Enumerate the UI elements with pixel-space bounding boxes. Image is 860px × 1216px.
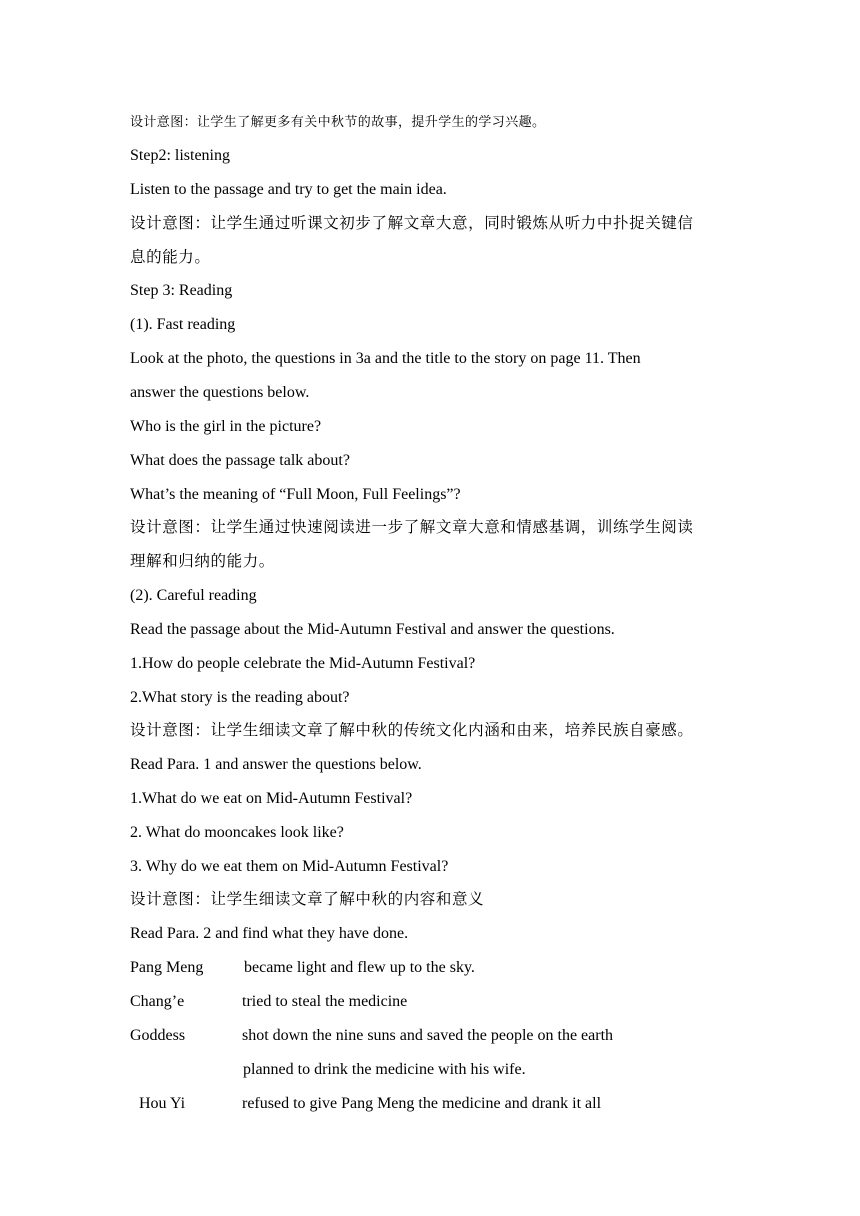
fast-reading-instruction: Look at the photo, the questions in 3a and the title to the story on page 11. Then [130, 350, 641, 367]
fast-reading-instruction-cont: answer the questions below. [130, 384, 310, 401]
matching-action: tried to steal the medicine [242, 993, 408, 1010]
step3-heading: Step 3: Reading [130, 282, 233, 299]
matching-row [130, 1060, 730, 1080]
design-intent-5: 设计意图：让学生细读文章了解中秋的内容和意义 [130, 890, 485, 908]
matching-action: planned to drink the medicine with his wife. [243, 1061, 526, 1078]
careful-question-1: 1.How do people celebrate the Mid-Autumn Festival? [130, 655, 476, 672]
matching-action: became light and flew up to the sky. [244, 959, 475, 976]
para2-instruction: Read Para. 2 and find what they have done. [130, 925, 409, 942]
fast-question-2: What does the passage talk about? [130, 452, 350, 469]
design-intent-3: 设计意图：让学生通过快速阅读进一步了解文章大意和情感基调，训练学生阅读 [130, 518, 694, 536]
matching-action: shot down the nine suns and saved the people on the earth [242, 1027, 614, 1044]
matching-row [130, 992, 730, 1012]
fast-reading-heading: (1). Fast reading [130, 316, 236, 333]
para1-question-1: 1.What do we eat on Mid-Autumn Festival? [130, 790, 413, 807]
design-intent-3-cont: 理解和归纳的能力。 [130, 552, 275, 570]
matching-name: Pang Meng [130, 959, 204, 976]
listening-instruction: Listen to the passage and try to get the main idea. [130, 181, 447, 198]
matching-name: Hou Yi [139, 1095, 186, 1112]
matching-row [130, 958, 730, 978]
fast-question-1: Who is the girl in the picture? [130, 418, 322, 435]
careful-reading-heading: (2). Careful reading [130, 587, 257, 604]
matching-row [130, 1094, 730, 1114]
matching-name: Chang’e [130, 993, 185, 1010]
matching-action: refused to give Pang Meng the medicine and drank it all [242, 1095, 602, 1112]
matching-row [130, 1026, 730, 1046]
design-intent-2: 设计意图：让学生通过听课文初步了解文章大意，同时锻炼从听力中扑捉关键信 [130, 214, 694, 232]
para1-instruction: Read Para. 1 and answer the questions below. [130, 756, 422, 773]
fast-question-3: What’s the meaning of “Full Moon, Full Feelings”? [130, 486, 461, 503]
para1-question-3: 3. Why do we eat them on Mid-Autumn Festival? [130, 858, 449, 875]
para1-question-2: 2. What do mooncakes look like? [130, 824, 344, 841]
careful-reading-instruction: Read the passage about the Mid-Autumn Festival and answer the questions. [130, 621, 615, 638]
design-intent-1: 设计意图：让学生了解更多有关中秋节的故事，提升学生的学习兴趣。 [130, 115, 546, 130]
design-intent-2-cont: 息的能力。 [130, 248, 211, 266]
careful-question-2: 2.What story is the reading about? [130, 689, 350, 706]
step2-heading: Step2: listening [130, 147, 230, 164]
matching-name: Goddess [130, 1027, 186, 1044]
design-intent-4: 设计意图：让学生细读文章了解中秋的传统文化内涵和由来，培养民族自豪感。 [130, 721, 694, 739]
